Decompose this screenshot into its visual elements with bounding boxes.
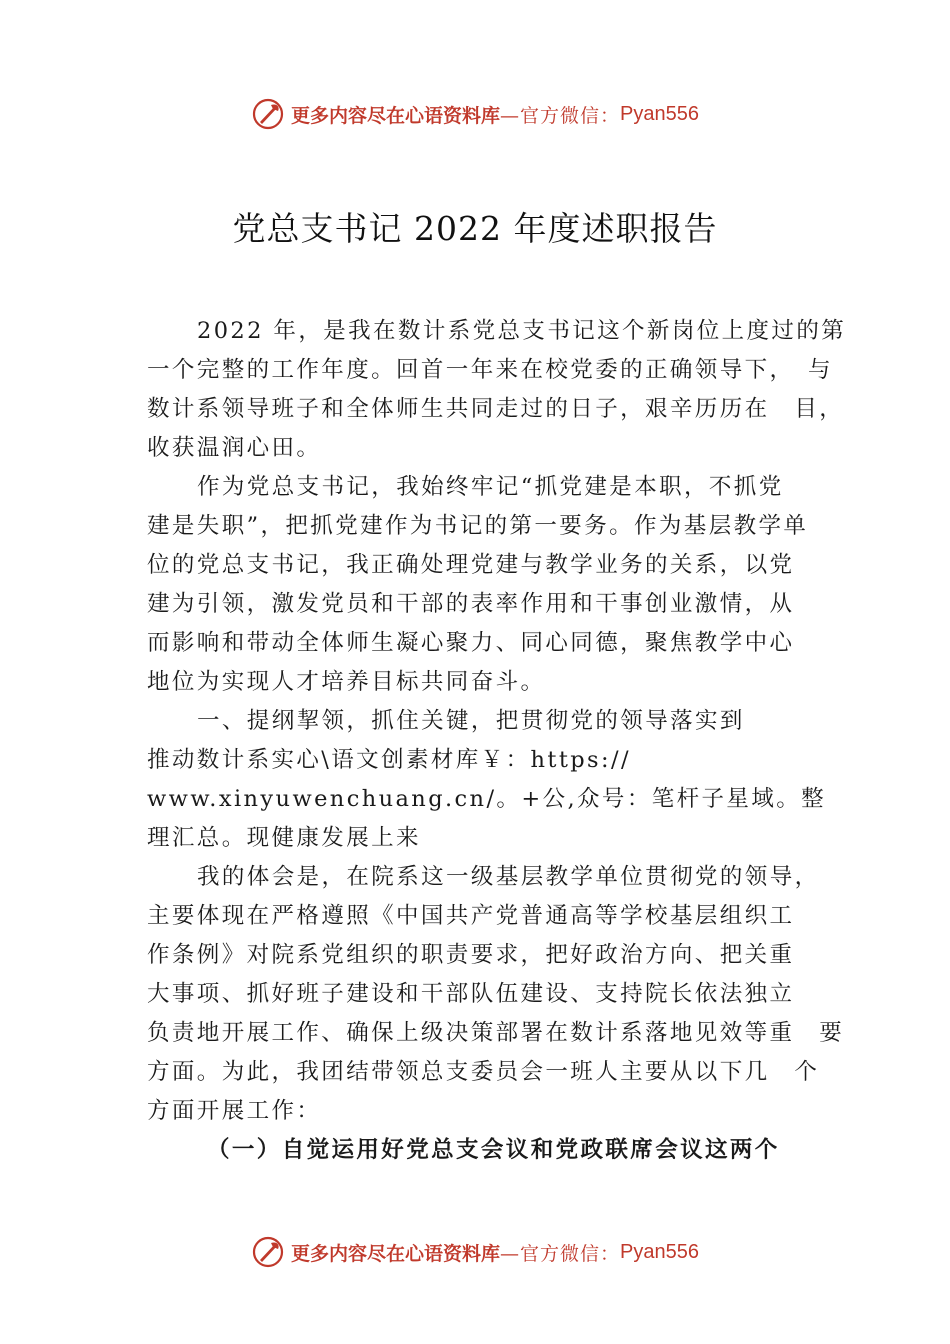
text-line: 一个完整的工作年度。回首一年来在校党委的正确领导下， 与 (147, 357, 833, 383)
text-line: 建为引领，激发党员和干部的表率作用和干事创业激情，从 (147, 591, 795, 617)
text-line: 建是失职”，把抓党建作为书记的第一要务。作为基层教学单 (147, 513, 809, 539)
header-banner (0, 94, 950, 134)
text-line: 2022 年，是我在数计系党总支书记这个新岗位上度过的第 (197, 318, 847, 344)
banner-wechat-id: Pyan556 (620, 102, 699, 125)
banner-wechat-label: —官方微信： (500, 104, 621, 127)
text-line: 位的党总支书记，我正确处理党建与教学业务的关系，以党 (147, 552, 795, 578)
text-line: 方面。为此，我团结带领总支委员会一班人主要从以下几 个 (147, 1059, 820, 1085)
text-line: 地位为实现人才培养目标共同奋斗。 (147, 669, 546, 695)
text-line: 主要体现在严格遵照《中国共产党普通高等学校基层组织工 (147, 903, 795, 929)
footer-banner (0, 1232, 950, 1272)
text-line: 理汇总。现健康发展上来 (147, 825, 421, 851)
text-line: 收获温润心田。 (147, 435, 322, 461)
document-title: 党总支书记 2022 年度述职报告 (232, 209, 718, 248)
text-line: 作为党总支书记，我始终牢记“抓党建是本职，不抓党 (197, 474, 784, 500)
text-line: 而影响和带动全体师生凝心聚力、同心同德，聚焦教学中心 (147, 630, 795, 656)
text-line: www.xinyuwenchuang.cn/。+公,众号：笔杆子星域。整 (147, 786, 827, 812)
quill-logo-icon (251, 1235, 285, 1269)
subsection-heading-line: （一）自觉运用好党总支会议和党政联席会议这两个 (207, 1137, 780, 1163)
text-line: 我的体会是，在院系这一级基层教学单位贯彻党的领导， (197, 864, 820, 890)
text-line: 推动数计系实心\语文创素材库￥：https:// (147, 747, 631, 773)
text-line: 数计系领导班子和全体师生共同走过的日子，艰辛历历在 目， (147, 396, 845, 422)
text-line: 作条例》对院系党组织的职责要求，把好政治方向、把关重 (147, 942, 795, 968)
text-line: 负责地开展工作、确保上级决策部署在数计系落地见效等重 要 (147, 1020, 845, 1046)
text-line: 方面开展工作： (147, 1098, 322, 1124)
section-heading-line: 一、提纲挈领，抓住关键，把贯彻党的领导落实到 (197, 708, 745, 734)
banner-brand-text: 更多内容尽在心语资料库 (291, 1242, 501, 1265)
quill-logo-icon (251, 97, 285, 131)
banner-wechat-label: —官方微信： (500, 1242, 621, 1265)
banner-brand-text: 更多内容尽在心语资料库 (291, 104, 501, 127)
document-body (147, 312, 847, 1170)
text-line: 大事项、抓好班子建设和干部队伍建设、支持院长依法独立 (147, 981, 795, 1007)
banner-wechat-id: Pyan556 (620, 1240, 699, 1263)
